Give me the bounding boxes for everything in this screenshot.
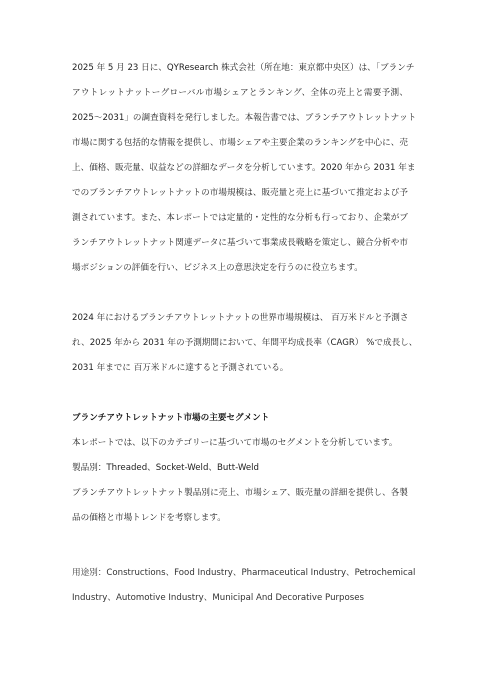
para2-line-1: 2024 年におけるブランチアウトレットナットの世界市場規模は、 百万米ドルと予測さ <box>72 313 409 323</box>
para1-line-7: 測されています。また、本レポートでは定量的・定性的な分析も行っており、企業がブ <box>72 213 408 223</box>
para1-line-5: 上、価格、販売量、収益などの詳細なデータを分析しています。2020 年から 2031 年ま <box>72 163 416 173</box>
para1-line-3: 2025～2031」の調査資料を発行しました。本報告書では、ブランチアウトレットナット <box>72 113 417 123</box>
segment-by-product: 製品別：Threaded、Socket-Weld、Butt-Weld <box>72 463 259 473</box>
para1-line-8: ランチアウトレットナット関連データに基づいて事業成長戦略を策定し、競合分析や市 <box>72 238 408 248</box>
by-application-line-1: 用途別：Constructions、Food Industry、Pharmaceutical Industry、Petrochemical <box>72 568 416 578</box>
segment-heading: ブランチアウトレットナット市場の主要セグメント <box>72 413 270 423</box>
segment-intro: 本レポートでは、以下のカテゴリーに基づいて市場のセグメントを分析しています。 <box>72 438 398 448</box>
product-desc-line-2: 品の価格と市場トレンドを考察します。 <box>72 513 226 523</box>
para1-line-9: 場ポジションの評価を行い、ビジネス上の意思決定を行うのに役立ちます。 <box>72 263 363 273</box>
para2-line-3: 2031 年までに 百万米ドルに達すると予測されている。 <box>72 363 289 373</box>
para1-line-4: 市場に関する包括的な情報を提供し、市場シェアや主要企業のランキングを中心に、売 <box>72 138 408 148</box>
para2-line-2: れ、2025 年から 2031 年の予測期間において、年間平均成長率（CAGR） %で成長し、 <box>72 338 418 348</box>
product-desc-line-1: ブランチアウトレットナット製品別に売上、市場シェア、販売量の詳細を提供し、各製 <box>72 488 408 498</box>
para1-line-6: でのブランチアウトレットナットの市場規模は、販売量と売上に基づいて推定および予 <box>72 188 408 198</box>
para1-line-1: 2025 年 5 月 23 日に、QYResearch 株式会社（所在地：東京都中央区）は、「ブランチ <box>72 63 415 73</box>
by-application-line-2: Industry、Automotive Industry、Municipal And Decorative Purposes <box>72 593 365 603</box>
para1-line-2: アウトレットナットーグローバル市場シェアとランキング、全体の売上と需要予測、 <box>72 88 408 98</box>
